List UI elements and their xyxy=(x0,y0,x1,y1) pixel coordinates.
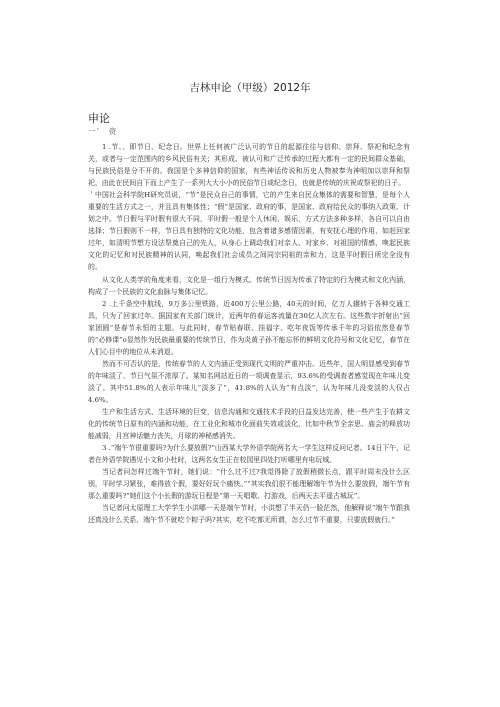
paragraph: 3 .“端午节很重要吗?为什么要放假?”山西某大学外语学院两名大一学生这样反问记者。14日下午，记者在外语学院遇见小文和小杜时，这两名女生正在校园里四处打听哪里有电玩城。 xyxy=(88,444,410,465)
paragraph: 当记者问怎样过端午节时，她们说：“什么过不过?我觉得除了放假稍微长点，跟平时周末没什么区别，平时学习紧张，难得放个假，要好好玩个痛快。”“其实我们很不能理解端午节为什么要放假，端午节有那么重要吗?”她们这个小长假的游玩日程是“第一天唱歌、打游戏，后两天去平遥古城玩”。 xyxy=(88,468,410,501)
paragraph: ＇中国社会科学院H研究员说，“节”是民众自己的事情，它的产生来自民众集体的需要和智慧，是每个人重要的生活方式之一，并且具有集体性；“假”是国家、政府的事，是国家、政府给民众的事纳入政策、计划之中。节日假与平时假有很大不同，平时假一般是个人休闲、娱乐，方式方法多种多样，各自可以自由选择；节日假则不一样，节日具有独特的文化功能，包含着诸多感情因素，有安抚心理的作用，如赶回家过年，如清明节想方设法祭奠自己的先人，从身心上调动我们对亲人、对家乡、对祖国的情感，唤起民族文化的记忆和对民族精神的认同，唤起我们社会成员之间同宗同祖的亲和力，这是平时假日所完全没有的。 xyxy=(88,191,410,272)
paragraph: 2 .上千条空中航线，9万多公里铁路，近400万公里公路，40天的时间，亿万人辗转于各种交通工具，只为了回家过年。据国家有关部门统计，近两年的春运客流量在30亿人次左右。这些数字折射出“回家团圆”是春节永恒的主题。与此同时，春节贴春联、挂福字、吃年夜饭等传承千年的习俗依然是春节的“必修课”o显然作为民族最重要的传统节日，作为炎黄子孙不能忘怀的鲜明文化符号和文化记忆，春节在人们心目中的地位从未消退。 xyxy=(88,299,410,356)
paragraph: 然而不可否认的是，传统春节的人文内涵正受到现代文明的严重冲击。近些年，国人明显感受到春节的年味淡了、节日气氛不浓厚了。某知名网站近日的一项调查显示，93.6%的受调查者感觉现在年味儿变淡了。其中51.8%的人表示年味儿“淡多了”，41.8%的人认为“有点淡”，认为年味儿没变淡的人仅占4.6%。 xyxy=(88,359,410,404)
document-title: 吉林申论（甲级）2012年 xyxy=(189,82,311,94)
paragraph: 当记者问太原理工大学学生小洪哪一天是端午节时，小洪想了半天仍一脸茫然，他解释说“端午节跟我还真没什么关系，端午节不就吃个粽子吗?其实，吃不吃都无所谓，怎么过节不重要，只要放假就行。” xyxy=(88,504,410,525)
section-heading: 申论 xyxy=(88,112,110,125)
subsection-heading: 一ˊ 资 xyxy=(88,127,117,136)
body-text xyxy=(88,141,410,527)
paragraph: 从文化人类学的角度来看，文化是一组行为模式。传统节日因为传承了特定的行为模式和文化内涵，构成了一个民族的文化血脉与集体记忆。 xyxy=(88,275,410,296)
paragraph: 生产和生活方式、生活环境的巨变，信息沟通和交通技术手段的日益发达完善，使一些产生于农耕文化的传统节日原有的内涵和功能，在工业化和城市化面前失效或淡化，比如中秋节全亲思、庙会的释放功能减弱，月宫神话魅力丧失，月球的神秘感消失。 xyxy=(88,408,410,441)
paragraph: 1 .节、、即节日、纪念日。世界上任何被广泛认可的节日的起源往往与信仰、崇拜、祭祀和纪念有关，或者与一定范围内的乡风民俗有关；其形成、被认可和广泛传承的过程大都有一定的民间群众基础，与民族民俗是分不开的。我国是个多神信仰的国家，有些神话传说和历史人物被奉为神明加以崇拜和祭祀，由此在民间自下而上产生了一系列大大小小的民俗节日或纪念日，也就是传统的庆祝或祭祀的日子。 xyxy=(88,143,410,188)
